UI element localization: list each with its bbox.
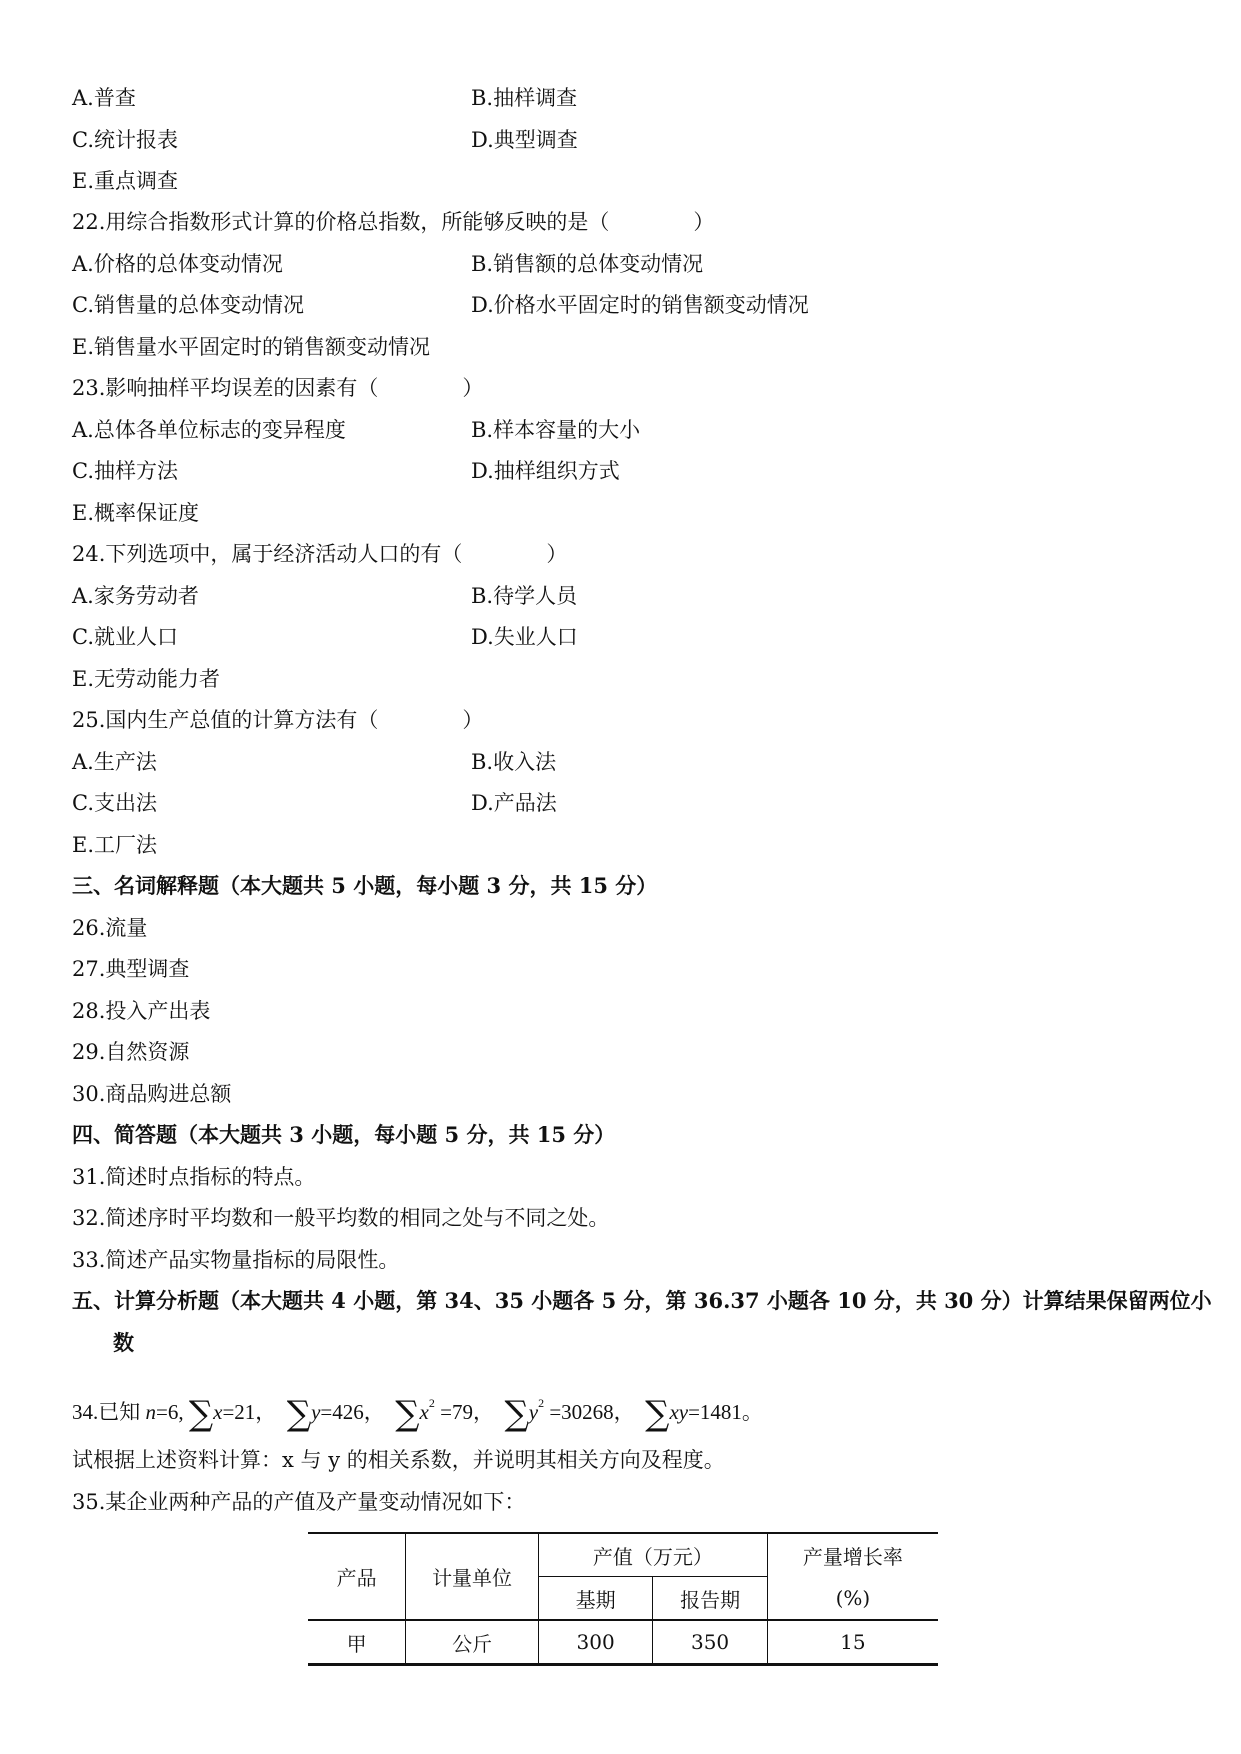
q24-option-d: D.失业人口 <box>471 625 578 649</box>
sum-xy-value: =1481。 <box>688 1400 763 1424</box>
cell-product: 甲 <box>308 1620 406 1665</box>
q23-option-b: B.样本容量的大小 <box>471 418 641 442</box>
q23-option-d: D.抽样组织方式 <box>471 459 620 483</box>
question-33: 33.简述产品实物量指标的局限性。 <box>72 1248 400 1272</box>
sum-symbol: ∑ <box>504 1394 529 1434</box>
q25-option-e: E.工厂法 <box>72 833 158 857</box>
header-product: 产品 <box>308 1533 406 1620</box>
sum-x2-value: =79， <box>440 1400 494 1424</box>
sum-symbol: ∑ <box>188 1394 214 1434</box>
section-5-heading-line1: 五、计算分析题（本大题共 4 小题，第 34、35 小题各 5 分，第 36.37 小题各 10 分，共 30 分）计算结果保留两位小 <box>72 1288 1212 1313</box>
question-32: 32.简述序时平均数和一般平均数的相同之处与不同之处。 <box>72 1206 610 1230</box>
xy-variable: xy <box>669 1400 689 1424</box>
cell-base: 300 <box>538 1620 652 1665</box>
header-report: 报告期 <box>653 1577 767 1621</box>
y-variable: y <box>311 1400 321 1424</box>
q21-option-e: E.重点调查 <box>72 169 179 193</box>
q22-option-a: A.价格的总体变动情况 <box>72 252 283 276</box>
table-row <box>308 1620 938 1665</box>
q34-prefix: 34.已知 <box>72 1400 146 1424</box>
term-28: 28.投入产出表 <box>72 999 211 1023</box>
q21-option-d: D.典型调查 <box>471 128 578 152</box>
output-table <box>308 1532 938 1666</box>
q35-stem: 35.某企业两种产品的产值及产量变动情况如下： <box>72 1490 526 1514</box>
q25-option-a: A.生产法 <box>72 750 157 774</box>
q22-option-b: B.销售额的总体变动情况 <box>471 252 704 276</box>
header-output: 产值（万元） <box>538 1533 767 1577</box>
n-variable: n <box>145 1400 156 1424</box>
q24-stem: 24.下列选项中，属于经济活动人口的有（ ） <box>72 542 568 566</box>
term-27: 27.典型调查 <box>72 957 190 981</box>
term-30: 30.商品购进总额 <box>72 1082 232 1106</box>
q22-stem: 22.用综合指数形式计算的价格总指数，所能够反映的是（ ） <box>72 210 715 234</box>
cell-growth: 15 <box>767 1620 938 1665</box>
sum-y2-value: =30268， <box>549 1400 635 1424</box>
q25-option-c: C.支出法 <box>72 791 157 815</box>
q34-formula <box>72 1383 763 1434</box>
sum-y-value: =426， <box>320 1400 385 1424</box>
q24-option-a: A.家务劳动者 <box>72 584 199 608</box>
q25-option-b: B.收入法 <box>471 750 557 774</box>
q22-option-c: C.销售量的总体变动情况 <box>72 293 304 317</box>
x-variable: x <box>419 1400 429 1424</box>
q24-option-c: C.就业人口 <box>72 625 178 649</box>
q21-option-c: C.统计报表 <box>72 128 178 152</box>
section-5-heading-line2: 数 <box>113 1330 134 1355</box>
sum-symbol: ∑ <box>286 1394 312 1434</box>
q24-option-e: E.无劳动能力者 <box>72 667 221 691</box>
q21-option-a: A.普查 <box>72 86 136 110</box>
square-exponent: 2 <box>428 1396 435 1410</box>
q25-option-d: D.产品法 <box>471 791 557 815</box>
table-header-row <box>308 1533 938 1577</box>
x-variable: x <box>213 1400 223 1424</box>
q34-task: 试根据上述资料计算：x 与 y 的相关系数，并说明其相关方向及程度。 <box>72 1448 725 1472</box>
q22-option-d: D.价格水平固定时的销售额变动情况 <box>471 293 809 317</box>
sum-x-value: =21， <box>222 1400 277 1424</box>
section-3-heading: 三、名词解释题（本大题共 5 小题，每小题 3 分，共 15 分） <box>72 873 658 898</box>
sum-symbol: ∑ <box>395 1394 420 1434</box>
y-variable: y <box>528 1400 539 1424</box>
q21-option-b: B.抽样调查 <box>471 86 578 110</box>
cell-unit: 公斤 <box>406 1620 539 1665</box>
term-26: 26.流量 <box>72 916 148 940</box>
q23-option-c: C.抽样方法 <box>72 459 178 483</box>
header-base: 基期 <box>538 1577 652 1621</box>
header-growth-unit: (%) <box>835 1585 871 1610</box>
q23-option-a: A.总体各单位标志的变异程度 <box>72 418 346 442</box>
q23-stem: 23.影响抽样平均误差的因素有（ ） <box>72 376 484 400</box>
q25-stem: 25.国内生产总值的计算方法有（ ） <box>72 708 484 732</box>
cell-report: 350 <box>653 1620 767 1665</box>
q23-option-e: E.概率保证度 <box>72 501 200 525</box>
q24-option-b: B.待学人员 <box>471 584 578 608</box>
q22-option-e: E.销售量水平固定时的销售额变动情况 <box>72 335 431 359</box>
sum-symbol: ∑ <box>645 1394 670 1434</box>
question-31: 31.简述时点指标的特点。 <box>72 1165 316 1189</box>
square-exponent: 2 <box>538 1396 545 1410</box>
n-value: =6, <box>156 1400 184 1424</box>
term-29: 29.自然资源 <box>72 1040 190 1064</box>
header-growth: 产量增长率 <box>767 1533 938 1577</box>
header-unit: 计量单位 <box>406 1533 539 1620</box>
section-4-heading: 四、简答题（本大题共 3 小题，每小题 5 分，共 15 分） <box>72 1122 616 1147</box>
